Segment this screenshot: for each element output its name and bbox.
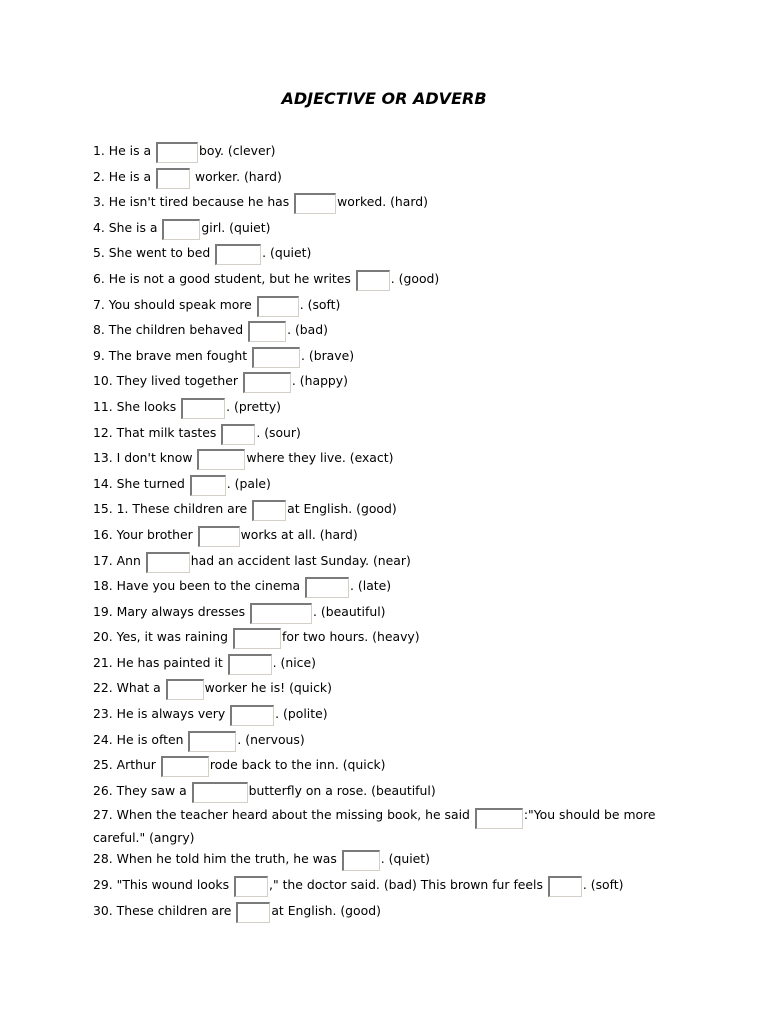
exercise-text: 8. The children behaved (93, 322, 248, 338)
answer-blank[interactable] (342, 850, 380, 871)
exercise-item (93, 292, 693, 318)
exercise-item (93, 872, 693, 898)
answer-blank[interactable] (236, 902, 270, 923)
exercise-text: 15. 1. These children are (93, 501, 252, 517)
exercise-item (93, 240, 693, 266)
exercise-text: 29. "This wound looks (93, 877, 233, 893)
answer-blank[interactable] (181, 398, 225, 419)
exercise-text: 22. What a (93, 680, 165, 696)
answer-blank[interactable] (356, 270, 390, 291)
exercise-text: . (bad) (287, 322, 328, 338)
answer-blank[interactable] (198, 526, 240, 547)
exercise-text: . (pale) (226, 475, 271, 491)
exercise-text: 27. When the teacher heard about the missing book, he said (93, 807, 474, 823)
exercise-text: 12. That milk tastes (93, 424, 221, 440)
exercise-item (93, 343, 693, 369)
answer-blank[interactable] (257, 296, 299, 317)
exercise-text: . (late) (350, 578, 392, 594)
exercise-item (93, 317, 693, 343)
exercise-item (93, 266, 693, 292)
exercise-text: 10. They lived together (93, 373, 242, 389)
answer-blank[interactable] (166, 679, 204, 700)
exercise-text: 18. Have you been to the cinema (93, 578, 305, 594)
exercise-text: 20. Yes, it was raining (93, 629, 232, 645)
exercise-item (93, 752, 693, 778)
answer-blank[interactable] (162, 219, 200, 240)
exercise-item (93, 624, 693, 650)
answer-blank[interactable] (192, 782, 248, 803)
exercise-text: 28. When he told him the truth, he was (93, 851, 341, 867)
exercise-text: 4. She is a (93, 219, 162, 235)
exercise-text: . (brave) (301, 347, 355, 363)
exercise-text: 24. He is often (93, 731, 188, 747)
exercise-text: . (good) (390, 270, 440, 286)
answer-blank[interactable] (215, 244, 261, 265)
exercise-text: girl. (quiet) (201, 219, 271, 235)
exercise-text: 3. He isn't tired because he has (93, 194, 294, 210)
answer-blank[interactable] (188, 731, 236, 752)
exercise-item (93, 420, 693, 446)
exercise-item (93, 496, 693, 522)
answer-blank[interactable] (305, 577, 349, 598)
exercise-text: where they live. (exact) (246, 450, 394, 466)
exercise-text: 2. He is a (93, 168, 156, 184)
answer-blank[interactable] (294, 193, 336, 214)
exercise-item (93, 675, 693, 701)
answer-blank[interactable] (146, 552, 190, 573)
exercise-item (93, 701, 693, 727)
exercise-text: 1. He is a (93, 143, 156, 158)
exercise-text: . (polite) (275, 706, 328, 722)
exercise-text: . (happy) (291, 373, 348, 389)
answer-blank[interactable] (156, 168, 190, 189)
exercise-text: butterfly on a rose. (beautiful) (248, 782, 436, 798)
exercise-text: :"You should be more careful." (angry) (93, 807, 656, 846)
exercise-text: rode back to the inn. (quick) (209, 757, 386, 773)
exercise-text: at English. (good) (271, 902, 381, 918)
exercise-item (93, 164, 693, 190)
exercise-item (93, 394, 693, 420)
exercise-text: 11. She looks (93, 398, 181, 414)
exercise-text: . (nice) (272, 654, 316, 670)
exercise-item (93, 573, 693, 599)
exercise-item (93, 368, 693, 394)
exercise-text: . (soft) (582, 877, 624, 893)
exercise-text: . (sour) (256, 424, 301, 440)
exercise-item (93, 898, 693, 924)
answer-blank[interactable] (233, 628, 281, 649)
exercise-text: 5. She went to bed (93, 245, 215, 261)
answer-blank[interactable] (221, 424, 255, 445)
exercise-text: worker he is! (quick) (204, 680, 332, 696)
exercise-text: 19. Mary always dresses (93, 603, 250, 619)
answer-blank[interactable] (190, 475, 226, 496)
exercise-text: 6. He is not a good student, but he writes (93, 270, 355, 286)
exercise-text: . (quiet) (380, 851, 430, 867)
exercise-text: . (beautiful) (313, 603, 386, 619)
exercise-text: for two hours. (heavy) (281, 629, 420, 645)
exercise-text: had an accident last Sunday. (near) (190, 552, 411, 568)
exercise-text: 26. They saw a (93, 782, 191, 798)
exercise-text: 21. He has painted it (93, 654, 227, 670)
exercise-text: . (quiet) (262, 245, 312, 261)
exercise-text: works at all. (hard) (240, 526, 358, 542)
exercise-item (93, 522, 693, 548)
exercise-text: . (nervous) (237, 731, 305, 747)
exercise-item (93, 727, 693, 753)
exercise-text: 13. I don't know (93, 450, 197, 466)
exercise-text: 14. She turned (93, 475, 189, 491)
exercise-item (93, 138, 693, 164)
answer-blank[interactable] (197, 449, 245, 470)
exercise-text: 30. These children are (93, 902, 236, 918)
answer-blank[interactable] (248, 321, 286, 342)
exercise-text: boy. (clever) (199, 143, 276, 158)
exercise-text: worked. (hard) (337, 194, 428, 210)
exercise-item (93, 803, 673, 846)
exercise-list (93, 138, 693, 923)
exercise-text: 7. You should speak more (93, 296, 256, 312)
exercise-text: 16. Your brother (93, 526, 197, 542)
exercise-text: at English. (good) (287, 501, 397, 517)
exercise-text: ," the doctor said. (bad) This brown fur feels (269, 877, 547, 893)
exercise-item (93, 548, 693, 574)
exercise-text: 25. Arthur (93, 757, 160, 773)
answer-blank[interactable] (475, 808, 523, 829)
exercise-item (93, 599, 693, 625)
answer-blank[interactable] (252, 500, 286, 521)
worksheet-title: ADJECTIVE OR ADVERB (281, 89, 487, 108)
answer-blank[interactable] (252, 347, 300, 368)
answer-blank[interactable] (228, 654, 272, 675)
exercise-item (93, 215, 693, 241)
exercise-text: . (soft) (299, 296, 341, 312)
exercise-item (93, 445, 693, 471)
exercise-item (93, 189, 693, 215)
exercise-item (93, 471, 693, 497)
exercise-item (93, 650, 693, 676)
answer-blank[interactable] (243, 372, 291, 393)
exercise-item (93, 846, 693, 872)
exercise-text: worker. (hard) (191, 168, 282, 184)
exercise-text: 9. The brave men fought (93, 347, 251, 363)
exercise-text: 17. Ann (93, 552, 145, 568)
answer-blank[interactable] (156, 142, 198, 163)
answer-blank[interactable] (548, 876, 582, 897)
answer-blank[interactable] (230, 705, 274, 726)
answer-blank[interactable] (234, 876, 268, 897)
answer-blank[interactable] (161, 756, 209, 777)
answer-blank[interactable] (250, 603, 312, 624)
exercise-text: . (pretty) (226, 398, 282, 414)
exercise-item (93, 778, 693, 804)
exercise-text: 23. He is always very (93, 706, 230, 722)
